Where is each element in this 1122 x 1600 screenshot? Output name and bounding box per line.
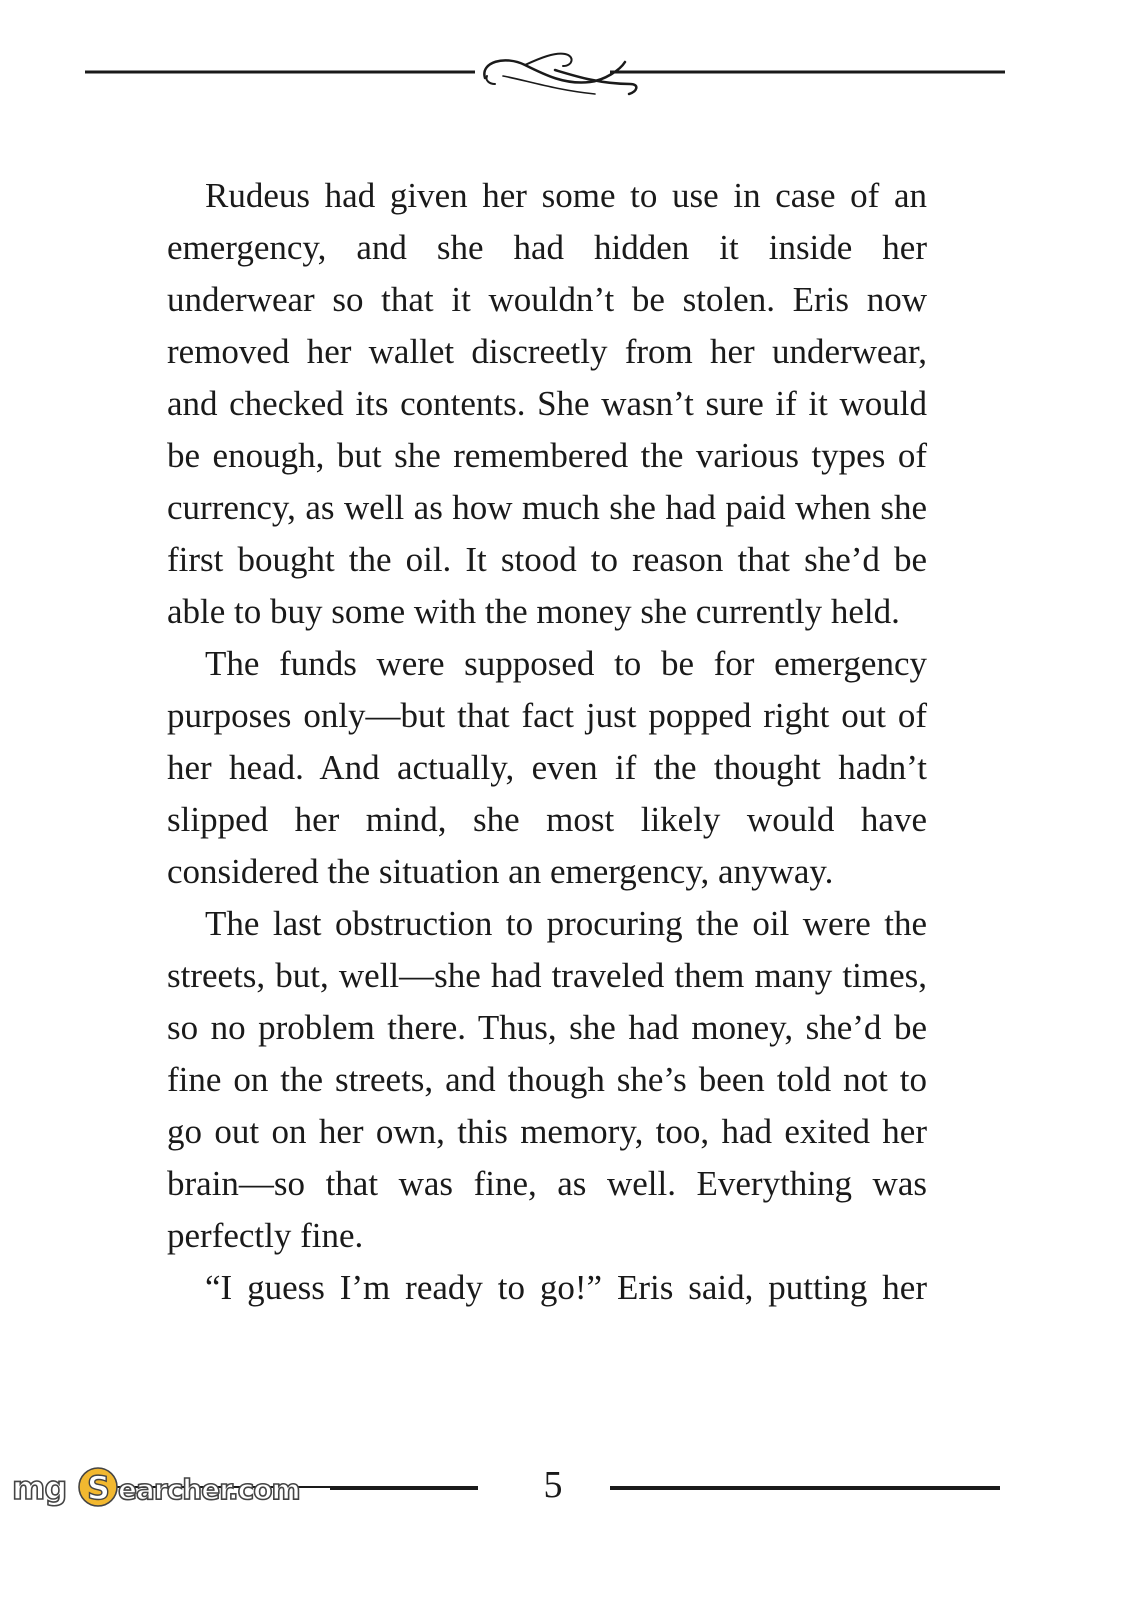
paragraph: Rudeus had given her some to use in case of an emergency, and she had hidden it inside her underwear so that it wouldn’t be stolen. Eris now removed her wallet discreetly from her underwear, and checked its contents. She wasn’t sure if it would be enough, but she remembered the various types of currency, as well as how much she had paid when she first bought the oil. It stood to reason that she’d be able to buy some with the money she currently held. <box>167 176 927 631</box>
header-ornament-rule <box>85 40 1015 110</box>
footer-rule-left <box>330 1486 478 1490</box>
footer-rule-right <box>610 1486 1000 1490</box>
watermark-logo <box>12 1463 342 1513</box>
paragraph: The last obstruction to procuring the oil were the streets, but, well—she had traveled them many times, so no problem there. Thus, she had money, she’d be fine on the streets, and though she’s been told not to go out on her own, this memory, too, had exited her brain—so that was fine, as well. Everything was perfectly fine. <box>167 904 927 1255</box>
svg-text:earcher.com: earcher.com <box>118 1473 300 1506</box>
svg-text:S: S <box>87 1469 111 1507</box>
page-number: 5 <box>543 1464 563 1506</box>
paragraph: The funds were supposed to be for emergency purposes only—but that fact just popped right out of her head. And actually, even if the thought hadn’t slipped her mind, she most likely would have considered the situation an emergency, anyway. <box>167 644 927 891</box>
svg-text:mg: mg <box>12 1469 67 1507</box>
flourish-icon <box>484 54 636 94</box>
paragraph: “I guess I’m ready to go!” Eris said, putting her <box>205 1268 927 1307</box>
chapter-body-text <box>167 170 927 1314</box>
